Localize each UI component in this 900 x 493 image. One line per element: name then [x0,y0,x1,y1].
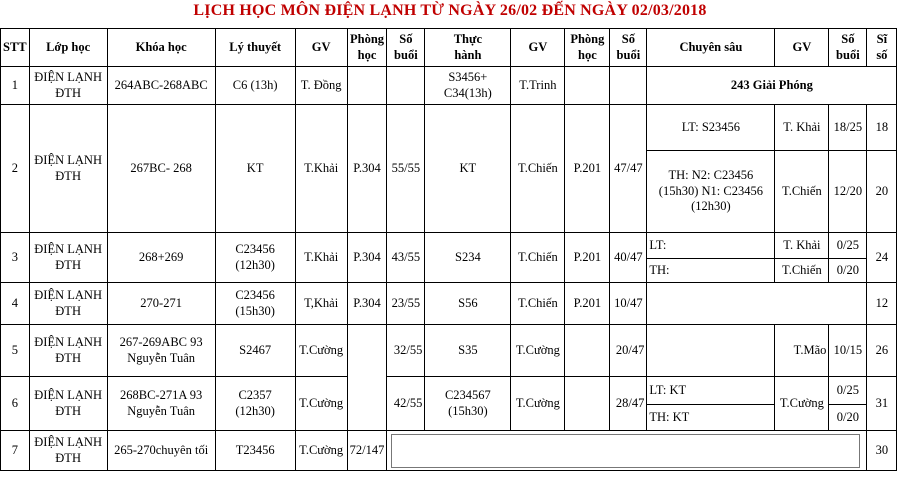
cell-so-buoi: 23/55 [387,283,425,325]
table-row [1,67,897,105]
cell-cs-text: LT: S23456 [647,105,775,151]
table-row [1,377,897,405]
table-row [1,431,897,471]
cell-cs-so: 0/25 [829,233,867,259]
header-phong-hoc-2: Phòng học [565,29,610,67]
header-thuc-hanh: Thực hành [425,29,511,67]
cell-phong2: P.201 [565,233,610,283]
cell-cs-so: 12/20 [829,151,867,233]
cell-cs-text: LT: KT [647,377,775,405]
cell-phong: P.304 [347,105,387,233]
cell-cs-gv: T. Khải [775,233,829,259]
header-chuyen-sau: Chuyên sâu [647,29,775,67]
cell-phong: P.304 [347,233,387,283]
cell-cs-text: TH: N2: C23456 (15h30) N1: C23456 (12h30) [647,151,775,233]
header-row [1,29,897,67]
cell-lt: C23456 (12h30) [215,233,295,283]
table-row [1,283,897,325]
cell-gv2: T.Trinh [511,67,565,105]
cell-th: C234567 (15h30) [425,377,511,431]
cell-so-buoi [387,67,425,105]
cell-si-so: 24 [867,233,897,283]
cell-phong-merged [347,325,387,431]
cell-location: 243 Giải Phóng [647,67,897,105]
cell-phong2 [565,325,610,377]
cell-so-buoi2: 40/47 [610,233,647,283]
cell-so-buoi: 43/55 [387,233,425,283]
cell-so-buoi2: 20/47 [610,325,647,377]
cell-so-buoi2: 28/47 [610,377,647,431]
cell-so-buoi2: 10/47 [610,283,647,325]
page-title: LỊCH HỌC MÔN ĐIỆN LẠNH TỪ NGÀY 26/02 ĐẾN NGÀY 02/03/2018 [193,2,707,19]
cell-si-so: 30 [867,431,897,471]
cell-khoa: 267-269ABC 93 Nguyễn Tuân [107,325,215,377]
cell-gv: T.Khải [295,105,347,233]
cell-lt: C6 (13h) [215,67,295,105]
cell-stt: 1 [1,67,30,105]
cell-khoa: 270-271 [107,283,215,325]
cell-gv2: T.Cường [511,377,565,431]
table-row [1,233,897,259]
cell-si-so: 31 [867,377,897,431]
header-lop-hoc: Lớp học [29,29,107,67]
cell-lt: KT [215,105,295,233]
cell-lt: C2357 (12h30) [215,377,295,431]
cell-cs-gv: T.Chiến [775,259,829,283]
cell-gv: T.Khải [295,233,347,283]
cell-gv2: T.Chiến [511,233,565,283]
cell-th: S3456+ C34(13h) [425,67,511,105]
header-so-buoi: Số buổi [387,29,425,67]
cell-khoa: 268+269 [107,233,215,283]
cell-khoa: 265-270chuyên tối [107,431,215,471]
cell-cs-text: TH: [647,259,775,283]
cell-stt: 3 [1,233,30,283]
cell-lop: ĐIỆN LẠNH ĐTH [29,105,107,233]
cell-phong2 [565,377,610,431]
schedule-table [0,28,897,471]
cell-th: S56 [425,283,511,325]
cell-cs-empty [647,283,867,325]
cell-so-buoi: 55/55 [387,105,425,233]
cell-so-buoi2 [610,67,647,105]
cell-phong2: P.201 [565,105,610,233]
cell-so-buoi: 42/55 [387,377,425,431]
cell-gv: T.Cường [295,377,347,431]
cell-gv2: T.Chiến [511,105,565,233]
cell-si-so: 20 [867,151,897,233]
cell-stt: 6 [1,377,30,431]
cell-cs-so: 18/25 [829,105,867,151]
empty-box [391,434,860,468]
cell-khoa: 267BC- 268 [107,105,215,233]
cell-si-so: 26 [867,325,897,377]
cell-lt: T23456 [215,431,295,471]
cell-stt: 5 [1,325,30,377]
cell-stt: 7 [1,431,30,471]
cell-lt: C23456 (15h30) [215,283,295,325]
cell-lop: ĐIỆN LẠNH ĐTH [29,233,107,283]
cell-cs-gv: T. Khải [775,105,829,151]
cell-phong2: P.201 [565,283,610,325]
cell-cs-text [647,325,775,377]
cell-si-so: 18 [867,105,897,151]
header-phong-hoc: Phòng học [347,29,387,67]
header-ly-thuyet: Lý thuyết [215,29,295,67]
table-row [1,105,897,151]
cell-th: S35 [425,325,511,377]
cell-phong [347,67,387,105]
cell-cs-gv: T.Cường [775,377,829,431]
header-so-buoi-2: Số buổi [610,29,647,67]
cell-gv: T.Cường [295,431,347,471]
cell-so-buoi2: 47/47 [610,105,647,233]
cell-stt: 4 [1,283,30,325]
header-gv3: GV [775,29,829,67]
cell-lop: ĐIỆN LẠNH ĐTH [29,283,107,325]
cell-si-so: 12 [867,283,897,325]
cell-khoa: 264ABC-268ABC [107,67,215,105]
cell-gv: T.Cường [295,325,347,377]
cell-lop: ĐIỆN LẠNH ĐTH [29,325,107,377]
header-si-so: Sĩ số [867,29,897,67]
cell-th: KT [425,105,511,233]
cell-lop: ĐIỆN LẠNH ĐTH [29,431,107,471]
header-so-buoi-3: Số buổi [829,29,867,67]
cell-cs-so: 0/20 [829,405,867,431]
cell-phong2 [565,67,610,105]
cell-empty-block [387,431,867,471]
cell-cs-gv: T.Chiến [775,151,829,233]
cell-stt: 2 [1,105,30,233]
cell-lop: ĐIỆN LẠNH ĐTH [29,377,107,431]
header-khoa-hoc: Khóa học [107,29,215,67]
cell-so-buoi: 72/147 [347,431,387,471]
cell-cs-so: 10/15 [829,325,867,377]
cell-so-buoi: 32/55 [387,325,425,377]
cell-cs-text: LT: [647,233,775,259]
cell-gv: T,Khải [295,283,347,325]
cell-cs-so: 0/25 [829,377,867,405]
header-gv2: GV [511,29,565,67]
cell-phong: P.304 [347,283,387,325]
cell-cs-text: TH: KT [647,405,775,431]
cell-gv2: T.Cường [511,325,565,377]
cell-khoa: 268BC-271A 93 Nguyễn Tuân [107,377,215,431]
cell-lt: S2467 [215,325,295,377]
cell-gv2: T.Chiến [511,283,565,325]
cell-cs-so: 0/20 [829,259,867,283]
cell-gv: T. Đồng [295,67,347,105]
table-row [1,325,897,377]
header-stt: STT [1,29,30,67]
cell-cs-gv: T.Mão [775,325,829,377]
cell-lop: ĐIỆN LẠNH ĐTH [29,67,107,105]
header-gv: GV [295,29,347,67]
cell-th: S234 [425,233,511,283]
